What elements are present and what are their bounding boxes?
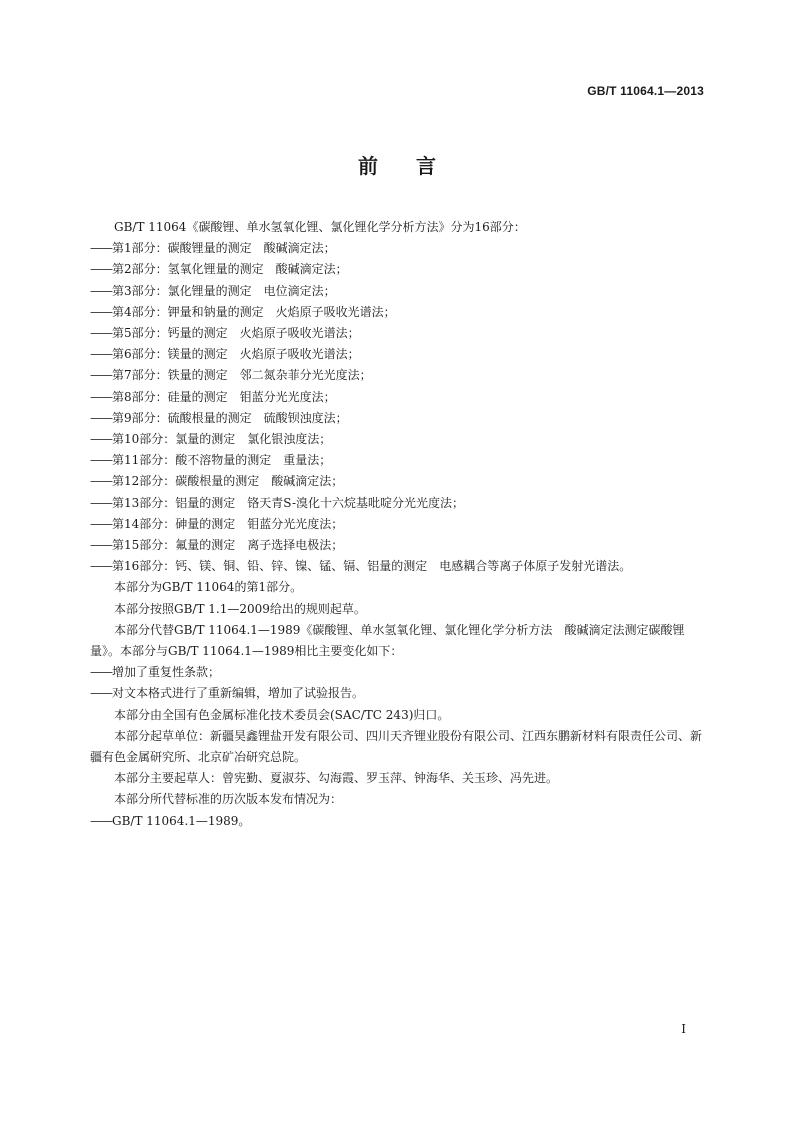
list-item: ——第9部分：硫酸根量的测定 硫酸钡浊度法； (90, 410, 348, 425)
list-item: ——第5部分：钙量的测定 火焰原子吸收光谱法； (90, 326, 360, 341)
list-item: ——增加了重复性条款； (90, 665, 221, 680)
standard-code: GB/T 11064.1—2013 (587, 84, 704, 98)
list-item: ——第3部分：氯化锂量的测定 电位滴定法； (90, 283, 336, 298)
replaces-statement: 本部分代替GB/T 11064.1—1989《碳酸锂、单水氢氧化锂、氯化锂化学分析方法 酸碱滴定法测定碳酸锂量》。本部分与GB/T 11064.1—1989相比主要变化如下： (90, 622, 685, 659)
part-of-statement: 本部分为GB/T 11064的第1部分。 (114, 580, 303, 595)
list-item: ——第7部分：铁量的测定 邻二氮杂菲分光光度法； (90, 368, 372, 383)
list-item: ——第1部分：碳酸锂量的测定 酸碱滴定法； (90, 241, 336, 256)
list-item: ——第2部分：氢氧化锂量的测定 酸碱滴定法； (90, 262, 348, 277)
drafters-statement: 本部分主要起草人：曾宪勤、夏淑芬、勾海霞、罗玉萍、钟海华、关玉珍、冯先进。 (114, 771, 559, 786)
drafting-units-statement: 本部分起草单位：新疆昊鑫锂盐开发有限公司、四川天齐锂业股份有限公司、江西东鹏新材料有限责任公司、新疆有色金属研究所、北京矿冶研究总院。 (90, 728, 703, 765)
page-number: I (681, 1022, 686, 1036)
list-item: ——第11部分：酸不溶物量的测定 重量法； (90, 453, 332, 468)
committee-statement: 本部分由全国有色金属标准化技术委员会(SAC/TC 243)归口。 (114, 707, 450, 722)
list-item: ——第15部分：氟量的测定 离子选择电极法； (90, 538, 344, 553)
list-item: ——第16部分：钙、镁、铜、铅、锌、镍、锰、镉、铝量的测定 电感耦合等离子体原子发射光谱法。 (90, 559, 632, 574)
page-title: 前言 (358, 154, 474, 178)
changes-list (90, 662, 710, 704)
list-item: ——第10部分：氯量的测定 氯化银浊度法； (90, 432, 332, 447)
list-item: ——对文本格式进行了重新编辑，增加了试验报告。 (90, 686, 365, 701)
list-item: ——第13部分：铝量的测定 铬天青S-溴化十六烷基吡啶分光光度法； (90, 495, 464, 510)
list-item: ——GB/T 11064.1—1989。 (90, 813, 251, 828)
history-intro: 本部分所代替标准的历次版本发布情况为： (114, 792, 343, 807)
parts-list (90, 238, 710, 577)
list-item: ——第6部分：镁量的测定 火焰原子吸收光谱法； (90, 347, 360, 362)
list-item: ——第8部分：硅量的测定 钼蓝分光光度法； (90, 389, 336, 404)
list-item: ——第4部分：钾量和钠量的测定 火焰原子吸收光谱法； (90, 304, 396, 319)
foreword-body (90, 217, 710, 832)
drafting-rules-statement: 本部分按照GB/T 1.1—2009给出的规则起草。 (114, 601, 366, 616)
history-list (90, 811, 710, 832)
list-item: ——第14部分：砷量的测定 钼蓝分光光度法； (90, 516, 344, 531)
list-item: ——第12部分：碳酸根量的测定 酸碱滴定法； (90, 474, 344, 489)
intro-paragraph: GB/T 11064《碳酸锂、单水氢氧化锂、氯化锂化学分析方法》分为16部分： (114, 220, 526, 234)
